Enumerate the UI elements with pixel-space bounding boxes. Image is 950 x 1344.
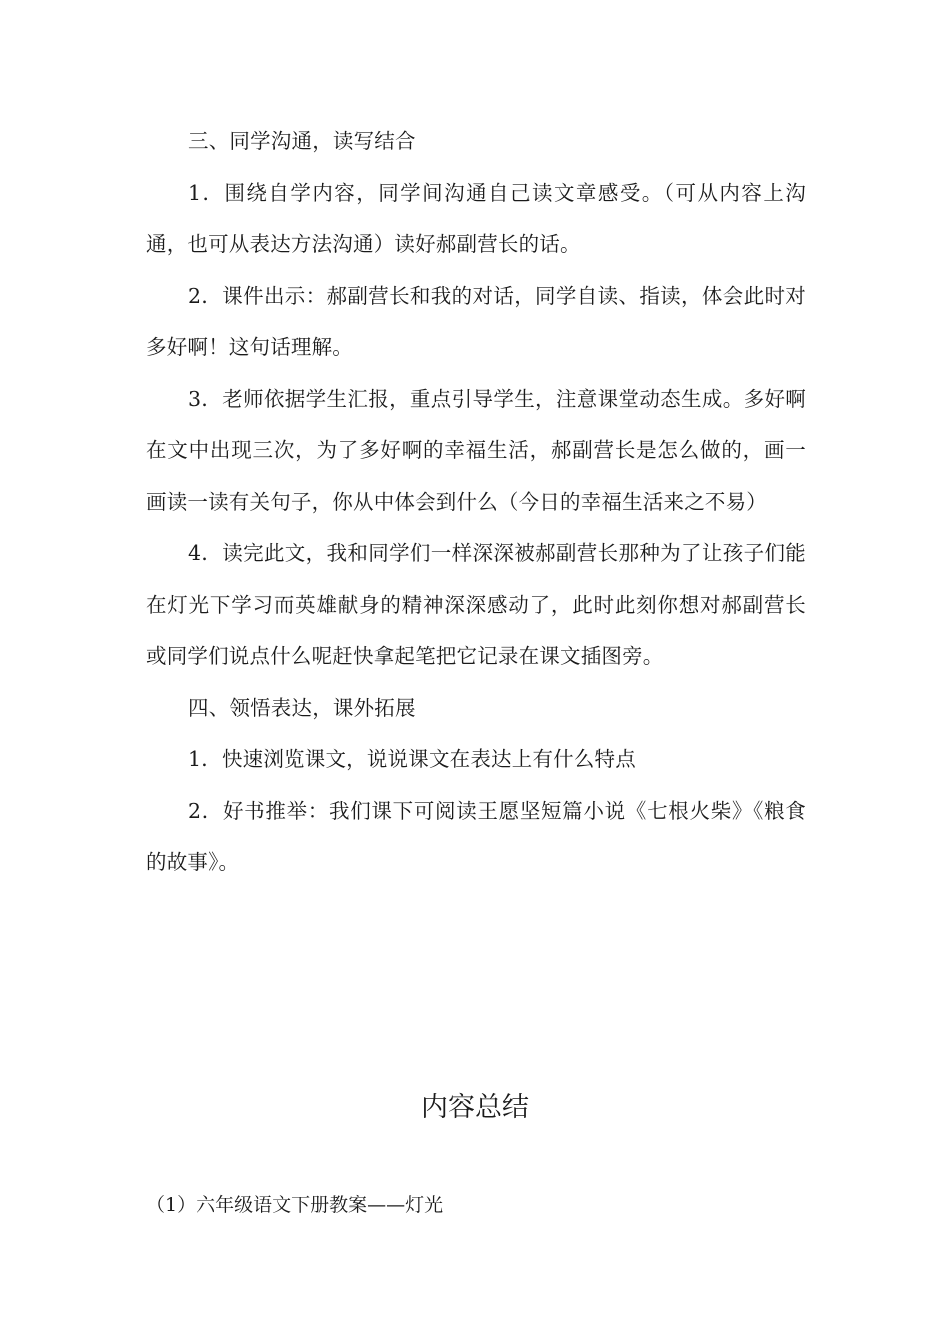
- section4-paragraph-2: 2．好书推举：我们课下可阅读王愿坚短篇小说《七根火柴》《粮食的故事》。: [146, 798, 806, 874]
- summary-item-1: （1）六年级语文下册教案——灯光: [146, 1194, 444, 1216]
- section4-heading: 四、领悟表达，课外拓展: [188, 695, 416, 720]
- summary-heading: 内容总结: [421, 1092, 529, 1123]
- section4-paragraph-1: 1．快速浏览课文，说说课文在表达上有什么特点: [188, 747, 636, 771]
- section3-paragraph-4: 4．读完此文，我和同学们一样深深被郝副营长那种为了让孩子们能在灯光下学习而英雄献身的精神深深感动了，此时此刻你想对郝副营长或同学们说点什么呢赶快拿起笔把它记录在课文插图旁。: [146, 541, 806, 668]
- section3-paragraph-3: 3．老师依据学生汇报，重点引导学生，注意课堂动态生成。多好啊在文中出现三次，为了多好啊的幸福生活，郝副营长是怎么做的，画一画读一读有关句子，你从中体会到什么（今日的幸福生活来之不易）: [146, 386, 806, 514]
- section3-heading: 三、同学沟通，读写结合: [188, 129, 416, 153]
- section3-paragraph-2: 2．课件出示：郝副营长和我的对话，同学自读、指读，体会此时对多好啊！这句话理解。: [146, 283, 806, 359]
- lesson-body: [146, 116, 806, 889]
- section3-paragraph-1: 1．围绕自学内容，同学间沟通自己读文章感受。（可从内容上沟通，也可从表达方法沟通）读好郝副营长的话。: [146, 180, 806, 256]
